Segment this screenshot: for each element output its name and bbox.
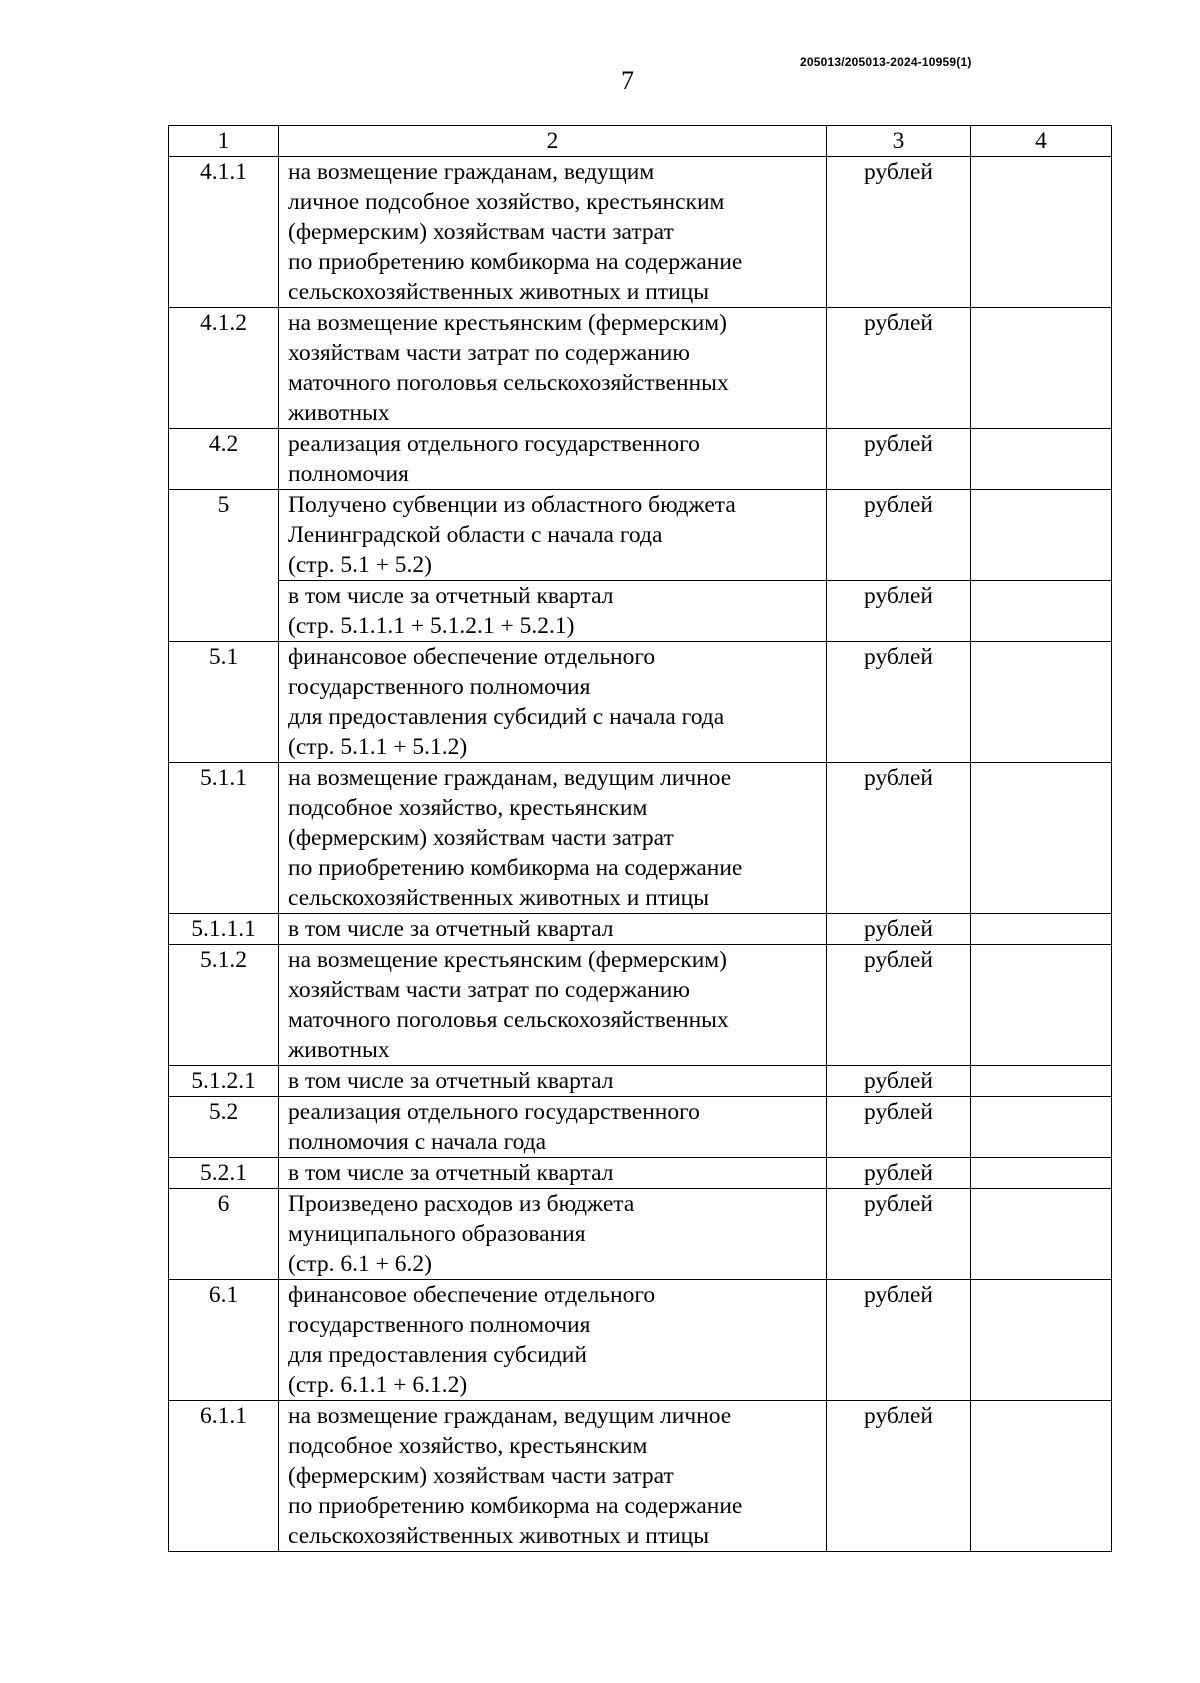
table-row xyxy=(169,642,1112,763)
table-row xyxy=(169,581,1112,642)
table-row xyxy=(169,429,1112,490)
row-description-cell xyxy=(279,642,827,763)
description-line: (фермерским) хозяйствам части затрат xyxy=(288,219,674,245)
table-row xyxy=(169,1401,1112,1552)
row-number-cell: 6 xyxy=(169,1189,279,1280)
table-row xyxy=(169,308,1112,429)
row-description-cell xyxy=(279,945,827,1066)
row-unit-cell: рублей xyxy=(827,914,971,945)
row-value-cell xyxy=(971,1401,1112,1552)
row-unit-cell: рублей xyxy=(827,429,971,490)
row-number-cell: 6.1.1 xyxy=(169,1401,279,1552)
row-value-cell xyxy=(971,157,1112,308)
row-unit-cell: рублей xyxy=(827,581,971,642)
description-line: по приобретению комбикорма на содержание xyxy=(288,249,743,275)
row-value-cell xyxy=(971,308,1112,429)
row-unit-cell: рублей xyxy=(827,1066,971,1097)
document-id: 205013/205013-2024-10959(1) xyxy=(800,55,972,69)
description-line: полномочия с начала года xyxy=(288,1129,547,1155)
description-line: (фермерским) хозяйствам части затрат xyxy=(288,1463,674,1489)
description-line: по приобретению комбикорма на содержание xyxy=(288,1493,743,1519)
description-line: на возмещение крестьянским (фермерским) xyxy=(288,947,728,973)
description-line: Получено субвенции из областного бюджета xyxy=(288,492,736,518)
description-line: на возмещение гражданам, ведущим личное xyxy=(288,1403,732,1429)
row-number-cell: 5.2.1 xyxy=(169,1158,279,1189)
row-value-cell xyxy=(971,1280,1112,1401)
row-number-cell: 5.1.1.1 xyxy=(169,914,279,945)
row-description-cell xyxy=(279,490,827,581)
row-description-cell xyxy=(279,429,827,490)
description-line: финансовое обеспечение отдельного xyxy=(288,644,656,670)
table-header-row xyxy=(169,126,1112,157)
description-line: личное подсобное хозяйство, крестьянским xyxy=(288,189,725,215)
row-unit-cell: рублей xyxy=(827,157,971,308)
row-number-cell: 5.2 xyxy=(169,1097,279,1158)
table-row xyxy=(169,1280,1112,1401)
description-line: реализация отдельного государственного xyxy=(288,1099,700,1125)
table-row xyxy=(169,763,1112,914)
row-number-cell: 5.1 xyxy=(169,642,279,763)
description-line: подсобное хозяйство, крестьянским xyxy=(288,1433,648,1459)
description-line: государственного полномочия xyxy=(288,674,591,700)
row-unit-cell: рублей xyxy=(827,1280,971,1401)
report-table-body xyxy=(169,126,1112,1552)
description-line: (стр. 5.1.1.1 + 5.1.2.1 + 5.2.1) xyxy=(288,613,575,639)
column-header-1: 1 xyxy=(169,126,279,157)
description-line: сельскохозяйственных животных и птицы xyxy=(288,1523,710,1549)
row-number-cell: 4.2 xyxy=(169,429,279,490)
row-description-cell xyxy=(279,763,827,914)
description-line: реализация отдельного государственного xyxy=(288,431,700,457)
table-row xyxy=(169,490,1112,581)
row-number-cell: 5.1.1 xyxy=(169,763,279,914)
description-line: финансовое обеспечение отдельного xyxy=(288,1282,656,1308)
row-description-cell xyxy=(279,1097,827,1158)
row-description-cell xyxy=(279,1189,827,1280)
column-header-4: 4 xyxy=(971,126,1112,157)
row-value-cell xyxy=(971,1066,1112,1097)
row-value-cell xyxy=(971,581,1112,642)
description-line: животных xyxy=(288,1037,390,1063)
description-line: в том числе за отчетный квартал xyxy=(288,1160,614,1186)
row-value-cell xyxy=(971,1097,1112,1158)
description-line: (стр. 6.1.1 + 6.1.2) xyxy=(288,1372,468,1398)
description-line: на возмещение гражданам, ведущим личное xyxy=(288,765,732,791)
description-line: государственного полномочия xyxy=(288,1312,591,1338)
description-line: (стр. 5.1.1 + 5.1.2) xyxy=(288,734,468,760)
description-line: в том числе за отчетный квартал xyxy=(288,916,614,942)
description-line: маточного поголовья сельскохозяйственных xyxy=(288,370,729,396)
table-row xyxy=(169,1066,1112,1097)
description-line: полномочия xyxy=(288,461,409,487)
description-line: Ленинградской области с начала года xyxy=(288,522,663,548)
row-value-cell xyxy=(971,914,1112,945)
description-line: хозяйствам части затрат по содержанию xyxy=(288,977,690,1003)
row-description-cell xyxy=(279,1280,827,1401)
row-unit-cell: рублей xyxy=(827,308,971,429)
row-unit-cell: рублей xyxy=(827,1097,971,1158)
description-line: (стр. 6.1 + 6.2) xyxy=(288,1251,432,1277)
column-header-2: 2 xyxy=(279,126,827,157)
description-line: сельскохозяйственных животных и птицы xyxy=(288,279,710,305)
row-number-cell: 5.1.2 xyxy=(169,945,279,1066)
row-description-cell xyxy=(279,581,827,642)
table-row xyxy=(169,945,1112,1066)
row-description-cell xyxy=(279,1158,827,1189)
column-header-3: 3 xyxy=(827,126,971,157)
description-line: (фермерским) хозяйствам части затрат xyxy=(288,825,674,851)
row-unit-cell: рублей xyxy=(827,1401,971,1552)
row-number-cell: 4.1.1 xyxy=(169,157,279,308)
row-unit-cell: рублей xyxy=(827,763,971,914)
table-row xyxy=(169,1158,1112,1189)
description-line: для предоставления субсидий с начала года xyxy=(288,704,725,730)
row-description-cell xyxy=(279,1401,827,1552)
description-line: маточного поголовья сельскохозяйственных xyxy=(288,1007,729,1033)
row-unit-cell: рублей xyxy=(827,1189,971,1280)
row-unit-cell: рублей xyxy=(827,945,971,1066)
table-row xyxy=(169,1097,1112,1158)
description-line: на возмещение крестьянским (фермерским) xyxy=(288,310,728,336)
description-line: хозяйствам части затрат по содержанию xyxy=(288,340,690,366)
table-row xyxy=(169,157,1112,308)
row-description-cell xyxy=(279,308,827,429)
description-line: муниципального образования xyxy=(288,1221,586,1247)
row-value-cell xyxy=(971,945,1112,1066)
table-row xyxy=(169,1189,1112,1280)
description-line: для предоставления субсидий xyxy=(288,1342,587,1368)
row-unit-cell: рублей xyxy=(827,642,971,763)
row-value-cell xyxy=(971,642,1112,763)
table-row xyxy=(169,914,1112,945)
description-line: в том числе за отчетный квартал xyxy=(288,583,614,609)
description-line: подсобное хозяйство, крестьянским xyxy=(288,795,648,821)
row-number-cell: 5 xyxy=(169,490,279,642)
description-line: Произведено расходов из бюджета xyxy=(288,1191,635,1217)
row-number-cell: 4.1.2 xyxy=(169,308,279,429)
row-unit-cell: рублей xyxy=(827,490,971,581)
row-description-cell xyxy=(279,157,827,308)
row-description-cell xyxy=(279,914,827,945)
row-value-cell xyxy=(971,490,1112,581)
page-number: 7 xyxy=(621,66,634,95)
description-line: (стр. 5.1 + 5.2) xyxy=(288,552,432,578)
description-line: в том числе за отчетный квартал xyxy=(288,1068,614,1094)
row-value-cell xyxy=(971,1158,1112,1189)
row-description-cell xyxy=(279,1066,827,1097)
row-number-cell: 6.1 xyxy=(169,1280,279,1401)
description-line: сельскохозяйственных животных и птицы xyxy=(288,885,710,911)
description-line: на возмещение гражданам, ведущим xyxy=(288,159,655,185)
row-value-cell xyxy=(971,429,1112,490)
description-line: по приобретению комбикорма на содержание xyxy=(288,855,743,881)
row-number-cell: 5.1.2.1 xyxy=(169,1066,279,1097)
row-unit-cell: рублей xyxy=(827,1158,971,1189)
description-line: животных xyxy=(288,400,390,426)
row-value-cell xyxy=(971,1189,1112,1280)
row-value-cell xyxy=(971,763,1112,914)
report-table xyxy=(168,125,1112,1552)
